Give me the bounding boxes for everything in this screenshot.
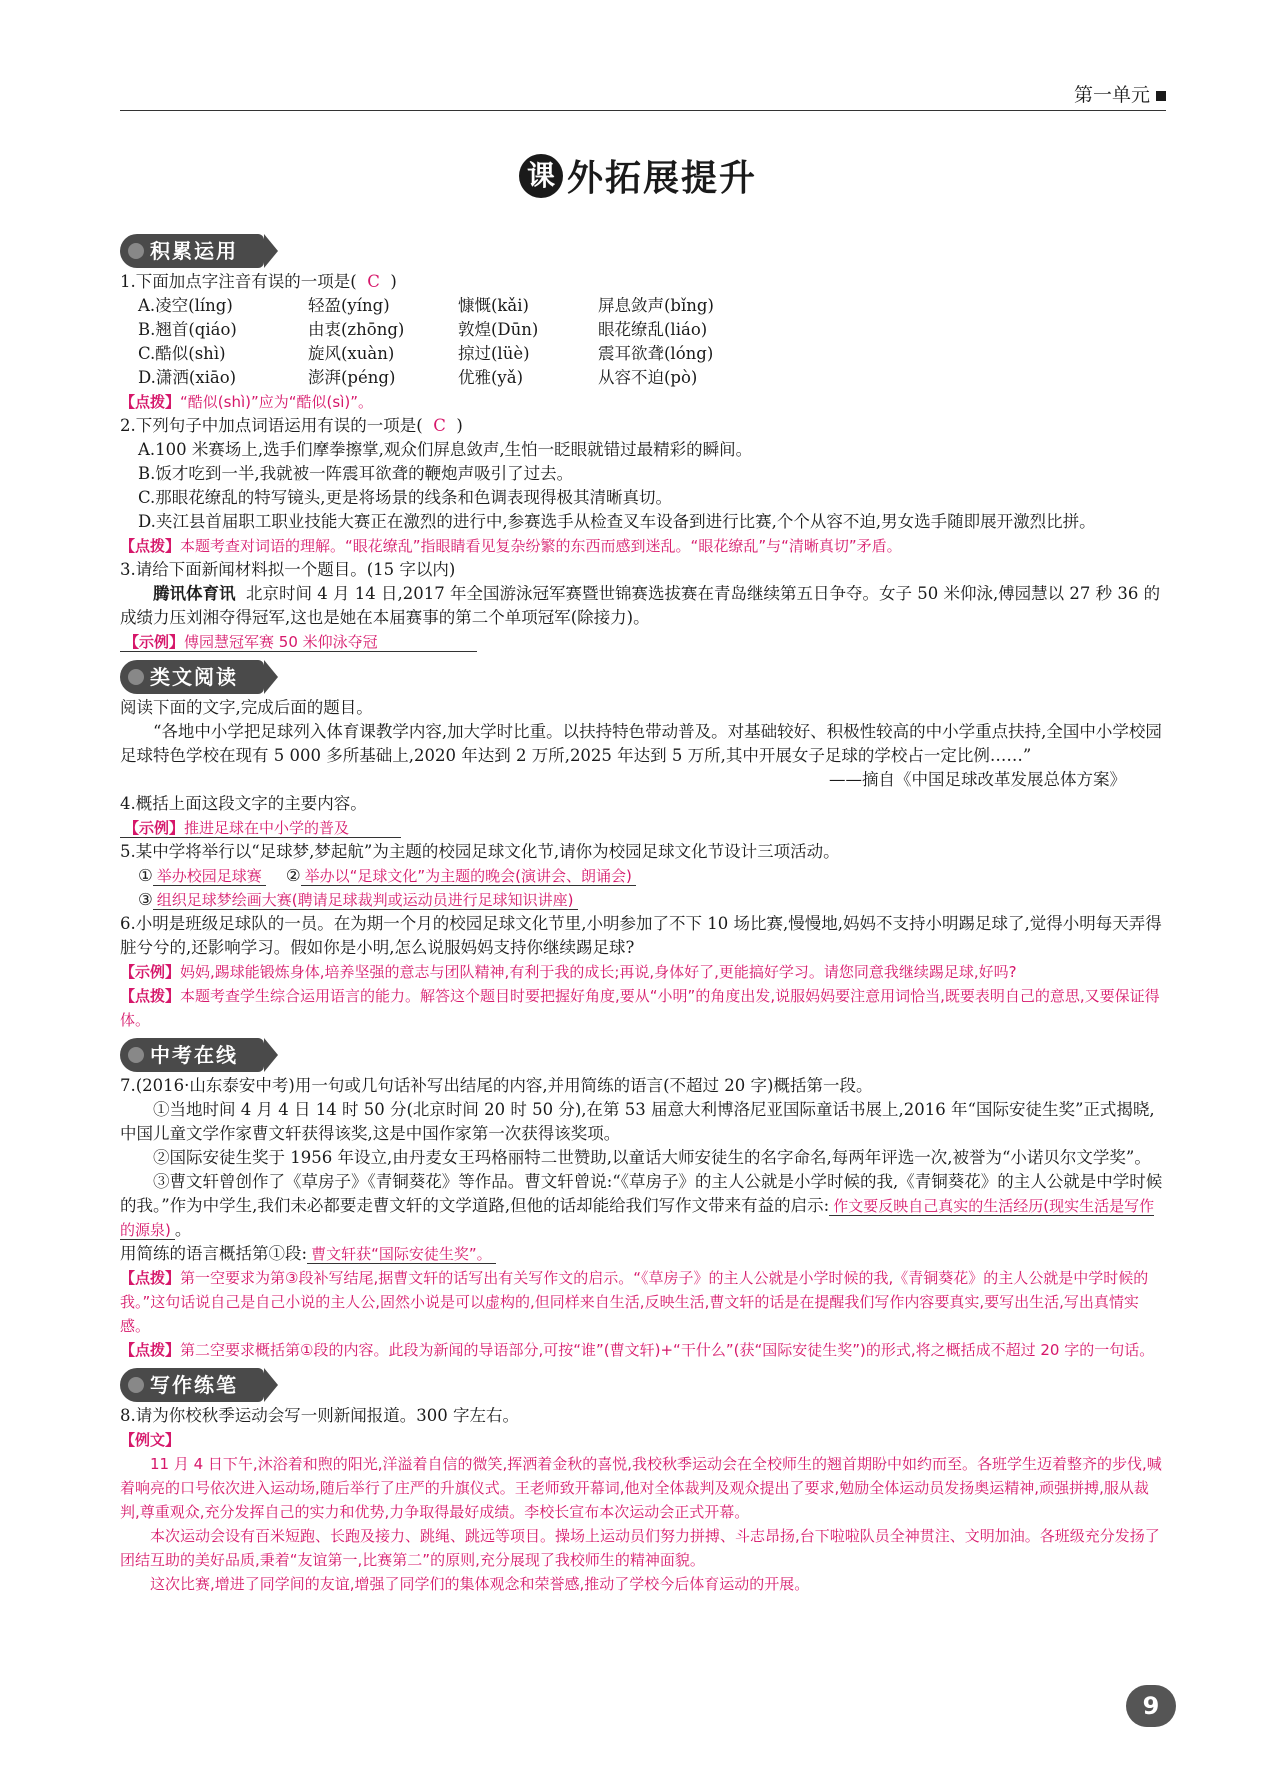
news-material: 腾讯体育讯 北京时间 4 月 14 日,2017 年全国游泳冠军赛暨世锦赛选拔赛在青岛继续第五日争夺。女子 50 米仰泳,傅园慧以 27 秒 36 的成绩力压刘湘夺得冠军,这也是她在本届赛事的第二个单项冠军(除接力)。 [120,584,1161,627]
header-unit: 第一单元 [1074,80,1166,107]
question-2-option-c: C.那眼花缭乱的特写镜头,更是将场景的线条和色调表现得极其清晰真切。 [138,488,673,507]
square-icon [1156,91,1166,101]
example-essay-label: 【例文】 [120,1431,181,1449]
question-2: 2.下列句子中加点词语运用有误的一项是( C ) [120,416,463,435]
question-7-para-2: ②国际安徒生奖于 1956 年设立,由丹麦女王玛格丽特二世赞助,以童话大师安徒生的名字命名,每两年评选一次,被誉为“小诺贝尔文学奖”。 [153,1148,1151,1167]
hint-2: 【点拨】本题考查对词语的理解。“眼花缭乱”指眼睛看见复杂纷繁的东西而感到迷乱。“眼花缭乱”与“清晰真切”矛盾。 [120,537,902,555]
section-head-accumulate: 积累运用 [120,234,264,268]
example-essay-p1: 11 月 4 日下午,沐浴着和煦的阳光,洋溢着自信的微笑,挥洒着金秋的喜悦,我校秋季运动会在全校师生的翘首期盼中如约而至。各班学生迈着整齐的步伐,喊着响亮的口号依次进入运动场,随后举行了庄严的升旗仪式。王老师致开幕词,他对全体裁判及观众提出了要求,勉励全体运动员发扬奥运精神,顽强拼搏,服从裁判,尊重观众,充分发挥自己的实力和优势,力争取得最好成绩。李校长宣布本次运动会正式开幕。 [120,1455,1162,1521]
hint-7a: 【点拨】第一空要求为第③段补写结尾,据曹文轩的话写出有关写作文的启示。“《草房子》的主人公就是小学时候的我,《青铜葵花》的主人公就是中学时候的我。”这句话说自己是自己小说的主人公,固然小说是可以虚构的,但同样来自生活,反映生活,曹文轩的话是在提醒我们写作内容要真实,要写出生活,写出真情实感。 [120,1269,1149,1335]
reading-passage: “各地中小学把足球列入体育课教学内容,加大学时比重。以扶持特色带动普及。对基础较好、积极性较高的中小学重点扶持,全国中小学校园足球特色学校在现有 5 000 多所基础上,2020 年达到 2 万所,2025 年达到 5 万所,其中开展女子足球的学校占一定比例……” [120,722,1162,765]
question-6: 6.小明是班级足球队的一员。在为期一个月的校园足球文化节里,小明参加了不下 10 场比赛,慢慢地,妈妈不支持小明踢足球了,觉得小明每天弄得脏兮兮的,还影响学习。假如你是小明,怎么说服妈妈支持你继续踢足球? [120,914,1162,957]
example-4: 【示例】推进足球在中小学的普及 [120,816,1166,840]
section-head-exam: 中考在线 [120,1038,264,1072]
page-title [0,150,1276,201]
example-3: 【示例】傅园慧冠军赛 50 米仰泳夺冠 [120,630,1166,654]
question-2-option-a: A.100 米赛场上,选手们摩拳擦掌,观众们屏息敛声,生怕一眨眼就错过最精彩的瞬间。 [138,440,753,459]
hint-7b: 【点拨】第二空要求概括第①段的内容。此段为新闻的导语部分,可按“谁”(曹文轩)+“干什么”(获“国际安徒生奖”)的形式,将之概括成不超过 20 字的一句话。 [120,1341,1155,1359]
question-5: 5.某中学将举行以“足球梦,梦起航”为主题的校园足球文化节,请你为校园足球文化节设计三项活动。 [120,842,840,861]
section-head-reading: 类文阅读 [120,660,264,694]
page-number: 9 [1126,1685,1176,1727]
example-essay-p2: 本次运动会设有百米短跑、长跑及接力、跳绳、跳远等项目。操场上运动员们努力拼搏、斗志昂扬,台下啦啦队员全神贯注、文明加油。各班级充分发扬了团结互助的美好品质,秉着“友谊第一,比赛第二”的原则,充分展现了我校师生的精神面貌。 [120,1527,1160,1569]
header-rule [120,110,1166,111]
hint-1: 【点拨】“酷似(shì)”应为“酷似(sì)”。 [120,393,373,411]
question-7: 7.(2016·山东泰安中考)用一句或几句话补写出结尾的内容,并用简练的语言(不超过 20 字)概括第一段。 [120,1076,873,1095]
question-7-para-1: ①当地时间 4 月 4 日 14 时 50 分(北京时间 20 时 50 分),在第 53 届意大利博洛尼亚国际童话书展上,2016 年“国际安徒生奖”正式揭晓,中国儿童文学作家曹文轩获得该奖,这是中国作家第一次获得该奖项。 [120,1100,1155,1143]
question-3: 3.请给下面新闻材料拟一个题目。(15 字以内) [120,560,456,579]
title-text: 外拓展提升 [566,157,757,199]
question-8: 8.请为你校秋季运动会写一则新闻报道。300 字左右。 [120,1406,519,1425]
reading-intro: 阅读下面的文字,完成后面的题目。 [120,698,373,717]
main-content [120,228,1166,1596]
reading-source: ——摘自《中国足球改革发展总体方案》 [829,770,1126,789]
question-7-summary: 用简练的语言概括第①段: 曹文轩获“国际安徒生奖”。 [120,1242,1166,1266]
section-head-writing: 写作练笔 [120,1368,264,1402]
question-4: 4.概括上面这段文字的主要内容。 [120,794,367,813]
question-1-options: A.凌空(líng) 轻盈(yíng) 慷慨(kǎi) 屏息敛声(bǐng) B.翘首(qiáo) 由衷(zhōng) 敦煌(Dūn) 眼花缭乱(liáo) C.酷似(shì) 旋风(xuàn) 掠过(lüè) 震耳欲聋(lóng) D.潇洒(xiāo) 澎湃(péng) 优雅(yǎ) 从容不迫(pò) [138,296,714,387]
title-badge: 课 [519,154,563,198]
example-essay-p3: 这次比赛,增进了同学间的友谊,增强了同学们的集体观念和荣誉感,推动了学校今后体育运动的开展。 [150,1575,810,1593]
question-5-answers-row: ① 举办校园足球赛 ② 举办以“足球文化”为主题的晚会(演讲会、朗诵会) [120,864,1166,888]
example-6: 【示例】妈妈,踢球能锻炼身体,培养坚强的意志与团队精神,有利于我的成长;再说,身体好了,更能搞好学习。请您同意我继续踢足球,好吗? [120,963,1017,981]
question-2-option-b: B.饭才吃到一半,我就被一阵震耳欲聋的鞭炮声吸引了过去。 [138,464,574,483]
question-1: 1.下面加点字注音有误的一项是( C ) [120,272,397,291]
question-2-option-d: D.夹江县首届职工职业技能大赛正在激烈的进行中,参赛选手从检查叉车设备到进行比赛,个个从容不迫,男女选手随即展开激烈比拼。 [138,512,1096,531]
question-5-answer-3: ③ 组织足球梦绘画大赛(聘请足球裁判或运动员进行足球知识讲座) [120,888,1166,912]
hint-6: 【点拨】本题考查学生综合运用语言的能力。解答这个题目时要把握好角度,要从“小明”的角度出发,说服妈妈要注意用词恰当,既要表明自己的意思,又要保证得体。 [120,987,1160,1029]
question-7-para-3: ③曹文轩曾创作了《草房子》《青铜葵花》等作品。曹文轩曾说:“《草房子》的主人公就是小学时候的我,《青铜葵花》的主人公就是中学时候的我。”作为中学生,我们未必都要走曹文轩的文学道路,但他的话却能给我们写作文带来有益的启示: 作文要反映自己真实的生活经历(现实生活是写作的源泉) 。 [120,1172,1163,1239]
